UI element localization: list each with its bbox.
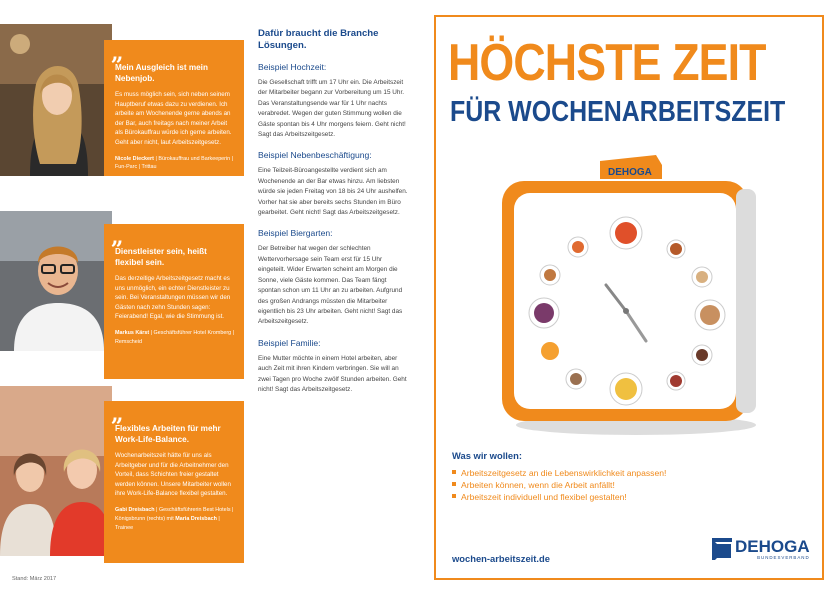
quote-card [104, 40, 244, 188]
photo-markus [0, 211, 112, 351]
quote-close-icon: “ [224, 546, 238, 575]
plate-4 [692, 345, 712, 365]
plate-2 [692, 267, 712, 287]
quote-body: Es muss möglich sein, sich neben seinem Hauptberuf etwas dazu zu verdienen. Ich arbeite am Wochenende gerne abends an der Bar, auch freitags nach meiner Arbeit als Bürokauffrau würde ich gerne arbeiten. Geht aber nicht, laut Arbeitszeitgesetz. [115, 91, 232, 146]
headline-primary: HÖCHSTE ZEIT [448, 34, 766, 92]
quote-body: Das derzeitige Arbeitszeitgesetz macht es uns unmöglich, ein echter Dienstleister zu sein. Bei Veranstaltungen müssen wir den Gästen nach zehn Stunden sagen: Feierabend! Egal, wie die Stimmung ist. [115, 275, 231, 321]
quote-title: Dienstleister sein, heißt flexibel sein. [115, 247, 207, 267]
examples-column [258, 28, 408, 395]
quote-body: Wochenarbeitszeit hätte für uns als Arbeitgeber und für die Arbeitnehmer den Vorteil, dass Schichten freier gestaltet werden können. Unsere Mitarbeiter wollen ihre Work-Life-Balance flexibel gestalten. [115, 452, 231, 498]
plate-3 [695, 300, 725, 330]
plate-8 [541, 342, 559, 360]
campaign-panel [434, 15, 824, 580]
headline-secondary: FÜR WOCHENARBEITSZEIT [450, 96, 786, 128]
example-title: Beispiel Hochzeit: [258, 62, 327, 72]
plate-12 [610, 217, 642, 249]
plate-7 [566, 369, 586, 389]
list-item: Arbeiten können, wenn die Arbeit anfällt! [452, 479, 666, 491]
plate-10 [540, 265, 560, 285]
photo-dreisbach [0, 386, 112, 556]
plate-5 [667, 372, 685, 390]
dehoga-logo [712, 538, 810, 560]
plate-11 [568, 237, 588, 257]
quote-card [104, 224, 244, 391]
list-item: Arbeitszeitgesetz an die Lebenswirklichkeit anpassen! [452, 467, 666, 479]
logo-subtitle: BUNDESVERBAND [757, 554, 810, 560]
quote-close-icon: “ [224, 362, 238, 391]
example-body: Der Betreiber hat wegen der schlechten Wettervorhersage sein Team erst für 15 Uhr eingeteilt. Wider Erwarten scheint am Morgen die Sonne, viele Gäste kommen. Das Team fängt spontan schon um 11 Uhr an zu arbeiten. Aufgrund des großen Andrangs müssten die Mitarbeiter eigentlich bis 23 Uhr arbeiten. Geht nicht! Sagt das Arbeitszeitgesetz. [258, 245, 403, 326]
quote-card [104, 401, 244, 575]
plate-6 [610, 373, 642, 405]
dehoga-logo-icon [712, 538, 732, 560]
quote-signature: Nicole Dieckert | Bürokauffrau und Barkeeperin | Fun-Parc | Trittau [115, 155, 234, 171]
photo-nicole [0, 24, 112, 176]
plate-1 [667, 240, 685, 258]
example-body: Eine Teilzeit-Büroangestellte verdient sich am Wochenende an der Bar etwas hinzu. Am liebsten würde sie jeden Freitag von 18 bis 24 Uhr aushelfen. Vorher hat sie aber bereits sechs Stunden im Büro gearbeitet. Geht nicht! Sagt das Arbeitszeitgesetz. [258, 167, 408, 217]
quote-signature: Markus Kärst | Geschäftsführer Hotel Kromberg | Remscheid [115, 329, 235, 345]
quote-close-icon: “ [224, 159, 238, 188]
plate-9 [529, 298, 559, 328]
example-title: Beispiel Familie: [258, 337, 321, 348]
example-title: Beispiel Nebenbeschäftigung: [258, 150, 372, 161]
quote-open-icon: „ [111, 40, 124, 66]
wants-list [452, 467, 666, 504]
clock-brand-label: DEHOGA [608, 167, 652, 178]
example-body: Eine Mutter möchte in einem Hotel arbeiten, aber auch Zeit mit ihren Kindern verbringen. Sie will an zwei Tagen pro Woche zwölf Stunden arbeiten. Geht nicht! Sagt das Arbeitszeitgesetz. [258, 354, 407, 393]
quote-signature: Gabi Dreisbach | Geschäftsführerin Best Hotels | Königsbrunn (rechts) mit Maria Dreisbach | Trainee [115, 506, 234, 531]
examples-heading: Dafür braucht die Branche Lösungen. [258, 28, 379, 51]
quote-title: Mein Ausgleich ist mein Nebenjob. [115, 63, 208, 83]
list-item: Arbeitszeit individuell und flexibel gestalten! [452, 491, 666, 503]
quote-open-icon: „ [111, 224, 124, 250]
campaign-url[interactable]: wochen-arbeitszeit.de [452, 553, 550, 564]
stand-date: Stand: März 2017 [12, 576, 57, 582]
example-title: Beispiel Biergarten: [258, 228, 333, 239]
quote-open-icon: „ [111, 401, 124, 427]
clock-illustration [496, 155, 766, 445]
wants-title: Was wir wollen: [452, 450, 522, 461]
example-body: Die Gesellschaft trifft um 17 Uhr ein. Die Arbeitszeit der Mitarbeiter begann zur Vorbereitung um 15 Uhr. Das Veranstaltungsende war für 1 Uhr nachts verabredet. Wegen der guten Stimmung wollen die Gäste spontan bis 4 Uhr morgens feiern. Geht nicht! Sagt das Arbeitszeitgesetz. [258, 79, 406, 139]
logo-text: DEHOGA [735, 536, 810, 556]
quote-title: Flexibles Arbeiten für mehr Work-Life-Balance. [115, 424, 221, 444]
